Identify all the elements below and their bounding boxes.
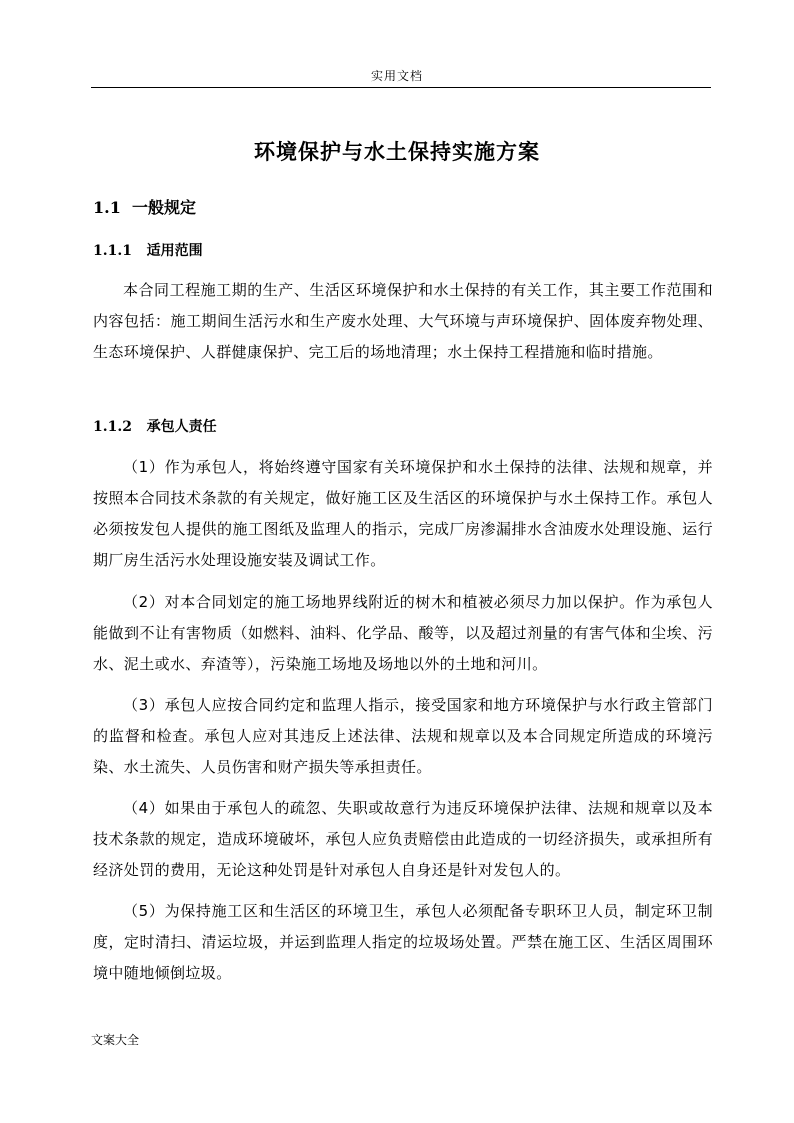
page-header: 实用文档 xyxy=(370,69,423,83)
section-heading-1-1 xyxy=(93,195,196,218)
section-heading-1-1-2 xyxy=(93,416,217,436)
scope-paragraph: 本合同工程施工期的生产、生活区环境保护和水土保持的有关工作，其主要工作范围和内容包括：施工期间生活污水和生产废水处理、大气环境与声环境保护、固体废弃物处理、生态环境保护、人群健康保护、完工后的场地清理；水土保持工程措施和临时措施。 xyxy=(93,281,713,361)
responsibility-paragraph: （4）如果由于承包人的疏忽、失职或故意行为违反环境保护法律、法规和规章以及本技术条款的规定，造成环境破坏，承包人应负责赔偿由此造成的一切经济损失，或承担所有经济处罚的费用，无论这种处罚是针对承包人自身还是针对发包人的。 xyxy=(93,799,713,879)
responsibility-paragraph: （1）作为承包人，将始终遵守国家有关环境保护和水土保持的法律、法规和规章，并按照本合同技术条款的有关规定，做好施工区及生活区的环境保护与水土保持工作。承包人必须按发包人提供的施工图纸及监理人的指示，完成厂房渗漏排水含油废水处理设施、运行期厂房生活污水处理设施安装及调试工作。 xyxy=(93,458,713,569)
section-title: 承包人责任 xyxy=(146,419,217,435)
section-number: 1.1.1 xyxy=(93,243,132,259)
section-number: 1.1.2 xyxy=(93,419,132,435)
section-title: 一般规定 xyxy=(131,198,196,217)
responsibility-paragraph: （2）对本合同划定的施工场地界线附近的树木和植被必须尽力加以保护。作为承包人能做到不让有害物质（如燃料、油料、化学品、酸等，以及超过剂量的有害气体和尘埃、污水、泥土或水、弃渣等），污染施工场地及场地以外的土地和河川。 xyxy=(93,593,713,673)
header-divider xyxy=(91,87,711,88)
section-heading-1-1-1 xyxy=(93,240,203,260)
document-title: 环境保护与水土保持实施方案 xyxy=(254,139,540,164)
section-number: 1.1 xyxy=(93,198,121,217)
responsibility-paragraph: （5）为保持施工区和生活区的环境卫生，承包人必须配备专职环卫人员，制定环卫制度，定时清扫、清运垃圾，并运到监理人指定的垃圾场处置。严禁在施工区、生活区周围环境中随地倾倒垃圾。 xyxy=(93,902,713,982)
section-title: 适用范围 xyxy=(146,243,203,259)
responsibility-paragraph: （3）承包人应按合同约定和监理人指示，接受国家和地方环境保护与水行政主管部门的监督和检查。承包人应对其违反上述法律、法规和规章以及本合同规定所造成的环境污染、水土流失、人员伤害和财产损失等承担责任。 xyxy=(93,696,713,776)
page-footer: 文案大全 xyxy=(91,1033,140,1047)
